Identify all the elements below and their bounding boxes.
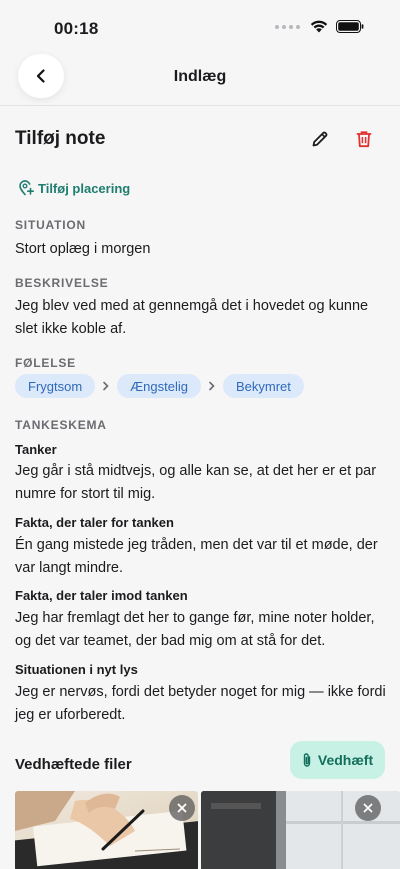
- thoughts-text: Jeg går i stå midtvejs, og alle kan se, at det her er et par numre for stort til mig.: [15, 463, 377, 502]
- add-location-button[interactable]: [18, 180, 130, 196]
- facts-against-text: Jeg har fremlagt det her to gange før, mine noter holder, og det var teamet, der bad mig om at stå for det.: [15, 610, 375, 649]
- new-light-heading: Situationen i nyt lys: [15, 662, 138, 677]
- feeling-label: FØLELSE: [15, 356, 76, 370]
- attachments-heading: Vedhæftede filer: [15, 756, 132, 773]
- attachment-thumbnail[interactable]: [15, 791, 198, 869]
- attach-button[interactable]: [290, 741, 385, 779]
- battery-icon: [336, 20, 364, 33]
- facts-for-text: Én gang mistede jeg tråden, men det var til et møde, der var langt mindre.: [15, 537, 378, 576]
- chevron-right-icon: [95, 381, 117, 391]
- remove-attachment-button[interactable]: [355, 795, 381, 821]
- location-pin-plus-icon: [18, 180, 34, 196]
- attach-label: Vedhæft: [317, 752, 374, 768]
- signal-icon: [275, 25, 300, 29]
- delete-button[interactable]: [352, 127, 376, 151]
- status-bar: [0, 0, 400, 56]
- feeling-chip: Ængstelig: [117, 374, 201, 398]
- trash-icon: [356, 130, 372, 148]
- thoughts-heading: Tanker: [15, 442, 57, 457]
- edit-button[interactable]: [308, 127, 332, 151]
- facts-against-heading: Fakta, der taler imod tanken: [15, 588, 188, 603]
- add-location-label: Tilføj placering: [38, 180, 131, 196]
- close-icon: [177, 803, 187, 813]
- paperclip-icon: [302, 752, 312, 768]
- facts-for-heading: Fakta, der taler for tanken: [15, 515, 174, 530]
- remove-attachment-button[interactable]: [169, 795, 195, 821]
- thought-schema-label: TANKESKEMA: [15, 418, 107, 432]
- status-icons: [275, 20, 364, 33]
- chevron-right-icon: [201, 381, 223, 391]
- feeling-chips: [15, 374, 304, 398]
- description-text: Jeg blev ved med at gennemgå det i hovedet og kunne slet ikke koble af.: [15, 298, 369, 337]
- wifi-icon: [310, 20, 328, 33]
- feeling-chip: Frygtsom: [15, 374, 95, 398]
- new-light-text: Jeg er nervøs, fordi det betyder noget for mig — ikke fordi jeg er uforberedt.: [15, 684, 386, 723]
- nav-title: Indlæg: [173, 68, 227, 85]
- description-label: BESKRIVELSE: [15, 276, 109, 290]
- close-icon: [363, 803, 373, 813]
- situation-text: Stort oplæg i morgen: [15, 241, 151, 257]
- attachment-thumbnail[interactable]: [201, 791, 400, 869]
- pencil-icon: [311, 130, 329, 148]
- entry-title: Tilføj note: [15, 128, 106, 149]
- feeling-chip: Bekymret: [223, 374, 304, 398]
- navigation-bar: [0, 56, 400, 106]
- status-time: 00:18: [54, 19, 99, 38]
- situation-label: SITUATION: [15, 218, 86, 232]
